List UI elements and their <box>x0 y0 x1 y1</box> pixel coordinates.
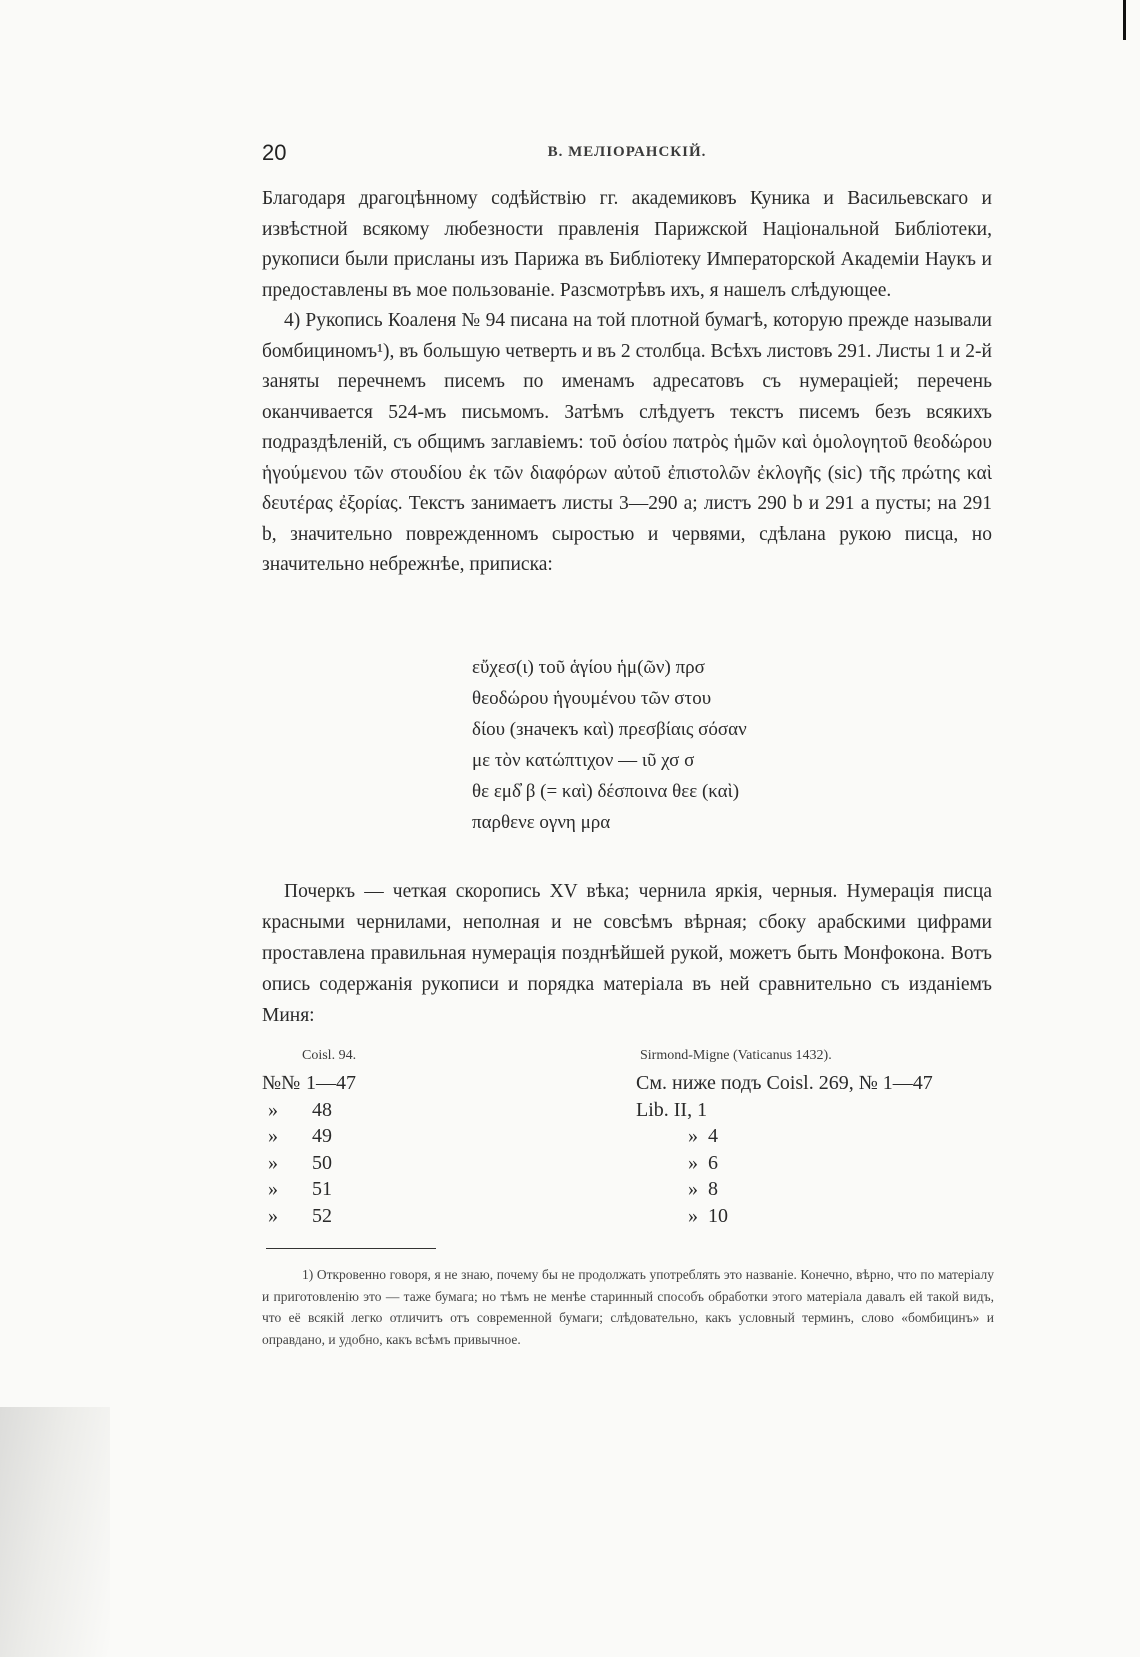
row-value: 4 <box>708 1125 718 1147</box>
table-right-column <box>636 1070 996 1229</box>
row-value: 50 <box>312 1151 332 1174</box>
paragraph-1: Благодаря драгоцѣнному содѣйствію гг. академиковъ Куника и Васильевскаго и извѣстной всякому любезности правленія Парижской Національной Библіотеки, рукописи были присланы изъ Парижа въ Библіотеку Императорской Академіи Наукъ и предоставлены въ мое пользованіе. Разсмотрѣвъ ихъ, я нашелъ слѣдующее. <box>262 188 992 301</box>
table-row <box>636 1097 996 1124</box>
row-value: 51 <box>312 1178 332 1200</box>
row-mark: » <box>688 1151 698 1174</box>
greek-inscription <box>472 652 872 838</box>
inscription-line: εὔχεσ(ι) τοῦ ἁγίου ἡμ(ῶν) πρσ <box>472 657 705 678</box>
row-mark: » <box>268 1204 278 1227</box>
table-row <box>262 1070 462 1097</box>
inscription-line: θεοδώρου ἡγουμένου τῶν στου <box>472 688 712 709</box>
running-head: В. МЕЛІОРАНСКІЙ. <box>547 144 707 160</box>
table-left-column <box>262 1070 462 1229</box>
table-row <box>262 1203 462 1230</box>
table-row <box>636 1123 996 1150</box>
footnote-divider <box>266 1248 436 1249</box>
row-mark: » <box>268 1125 278 1147</box>
row-value: 6 <box>708 1151 718 1174</box>
row-mark: » <box>688 1125 698 1147</box>
paragraph-3: Почеркъ — четкая скоропись XV вѣка; чернила яркія, черныя. Нумерація писца красными чернилами, неполная и не совсѣмъ вѣрная; сбоку арабскими цифрами проставлена правильная нумерація позднѣйшей рукой, можетъ быть Монфокона. Вотъ опись содержанія рукописи и порядка матеріала въ ней сравнительно съ изданіемъ Миня: <box>262 881 992 1026</box>
row-value: 8 <box>708 1178 718 1200</box>
row-value: Lib. II, 1 <box>636 1098 708 1121</box>
table-row <box>262 1097 462 1124</box>
table-row <box>262 1150 462 1177</box>
main-text <box>262 184 992 581</box>
row-value: 48 <box>312 1098 332 1121</box>
page-number: 20 <box>262 140 287 165</box>
table-row <box>636 1203 996 1230</box>
inscription-line: θε εμδ̓ β (= καὶ) δέσποινα θεε (καὶ) <box>472 781 740 802</box>
table-row <box>262 1123 462 1150</box>
inscription-line: με τὸν κατώπτιχον — ιῦ χσ σ <box>472 750 695 771</box>
page-header <box>262 140 992 170</box>
row-mark: » <box>268 1098 278 1121</box>
row-mark: » <box>688 1178 698 1200</box>
row-mark: » <box>268 1178 278 1200</box>
row-value: 10 <box>708 1204 728 1227</box>
main-text-continued <box>262 876 992 1031</box>
row-value: 1—47 <box>306 1072 356 1094</box>
table-row <box>636 1070 996 1097</box>
scan-edge-mark <box>1123 0 1126 40</box>
table-row <box>262 1176 462 1203</box>
page-corner-shadow <box>0 1407 110 1657</box>
row-mark: » <box>688 1204 698 1227</box>
row-mark: » <box>268 1151 278 1174</box>
table-right-header: Sirmond-Migne (Vaticanus 1432). <box>640 1048 832 1063</box>
paragraph-2: 4) Рукопись Коаленя № 94 писана на той плотной бумагѣ, которую прежде называли бомбициномъ¹), въ большую четверть и въ 2 столбца. Всѣхъ листовъ 291. Листы 1 и 2-й заняты перечнемъ писемъ по именамъ адресатовъ съ нумераціей; перечень оканчивается 524-мъ письмомъ. Затѣмъ слѣдуетъ текстъ писемъ безъ всякихъ подраздѣленій, съ общимъ заглавіемъ: τοῦ ὁσίου πατρὸς ἡμῶν καὶ ὁμολογητοῦ θεοδώρου ἡγούμενου τῶν στουδίου ἐκ τῶν διαφόρων αὐτοῦ ἐπιστολῶν ἐκλογῆς (sic) τῆς πρώτης καὶ δευτέρας ἐξορίας. Текстъ занимаетъ листы 3—290 а; листъ 290 b и 291 a пусты; на 291 b, значительно поврежденномъ сыростью и червями, сдѣлана рукою писца, но значительно небрежнѣе, приписка: <box>262 310 992 575</box>
table-left-header: Coisl. 94. <box>302 1048 357 1063</box>
row-mark: №№ <box>262 1072 301 1094</box>
footnote <box>262 1264 994 1350</box>
row-value: 52 <box>312 1204 332 1227</box>
inscription-line: παρθενε ογνη μρα <box>472 812 611 833</box>
row-value: 49 <box>312 1125 332 1147</box>
table-row <box>636 1176 996 1203</box>
footnote-text: 1) Откровенно говоря, я не знаю, почему бы не продолжать употреблять это названіе. Конечно, вѣрно, что по матеріалу и приготовленію это — таже бумага; но тѣмъ не менѣе старинный способъ обработки этого матеріала давалъ ей такой видъ, что её всякій легко отличитъ отъ современной бумаги; слѣдовательно, какъ условный терминъ, слово «бомбицинъ» и оправдано, и удобно, какъ всѣмъ привычное. <box>262 1267 994 1347</box>
inscription-line: δίου (значекъ καὶ) πρεσβίαις σόσαν <box>472 719 747 740</box>
table-row <box>636 1150 996 1177</box>
row-value: См. ниже подъ Coisl. 269, № 1—47 <box>636 1072 933 1094</box>
